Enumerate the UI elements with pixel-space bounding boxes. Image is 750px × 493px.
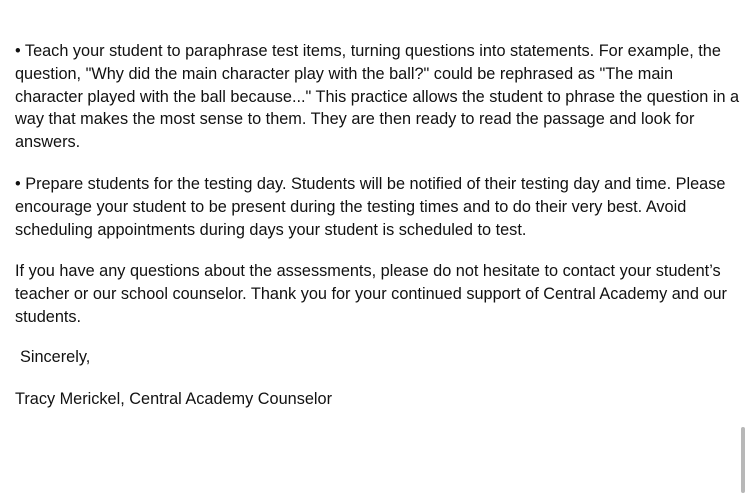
signature-text: Tracy Merickel, Central Academy Counselor: [15, 390, 332, 408]
testing-day-paragraph: • Prepare students for the testing day. Students will be notified of their testing day and time. Please encourage your student to be present during the testing times and to do their very best. Avoid scheduling appointments during days your student is scheduled to test.: [15, 174, 726, 239]
vertical-scrollbar[interactable]: [741, 427, 745, 493]
closing-text: Sincerely,: [20, 348, 91, 366]
letter-body: [15, 40, 743, 408]
paraphrase-tip-paragraph: • Teach your student to paraphrase test items, turning questions into statements. For example, the question, "Why did the main character play with the ball?" could be rephrased as "The main character played with the ball because..." This practice allows the student to phrase the question in a way that makes the most sense to them. They are then ready to read the passage and look for answers.: [15, 42, 740, 152]
contact-paragraph: If you have any questions about the assessments, please do not hesitate to contact your student’s teacher or our school counselor. Thank you for your continued support of Central Academy and our students.: [15, 262, 727, 326]
